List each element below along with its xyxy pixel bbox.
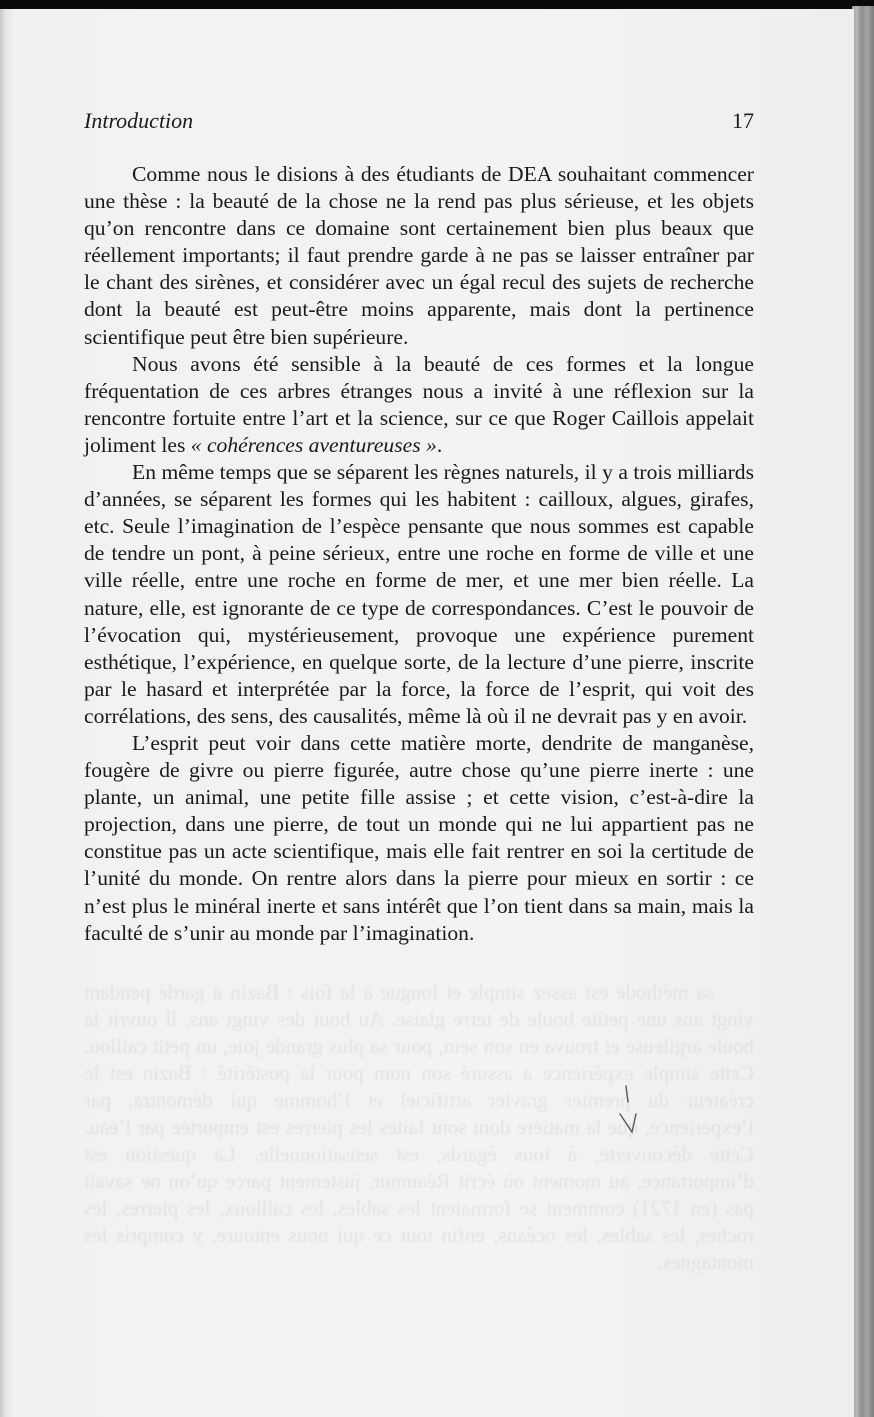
paragraph-2 <box>84 351 754 459</box>
page-number: 17 <box>732 108 754 133</box>
body-text <box>84 161 754 947</box>
page-stack-edge <box>852 6 874 1417</box>
paragraph-3: En même temps que se séparent les règnes naturels, il y a trois milliards d’années, se séparent les formes qui les habitent : cailloux, algues, girafes, etc. Seule l’imagination de l’espèce pensante que nous sommes est capable de tendre un pont, à peine sérieux, entre une roche en forme de ville et une ville réelle, entre une roche en forme de mer, et une mer bien réelle. La nature, elle, est ignorante de ce type de correspondances. C’est le pouvoir de l’évocation qui, mystérieusement, provoque une expérience purement esthétique, l’expérience, en quelque sorte, de la lecture d’une pierre, inscrite par le hasard et interprétée par la force, la force de l’esprit, qui voit des corrélations, des sens, des causalités, même là où il ne devrait pas y en avoir. <box>84 460 754 728</box>
page <box>0 9 854 1417</box>
bleed-through-text <box>84 979 754 1276</box>
bleed-through-paragraph: sa méthode est assez simple et longue à la fois : Bazin a gardé pendant vingt ans une petite boule de terre glaise. Au bout des vingt ans, il ouvrit la boule argileuse et trouva en son sein, pour sa plus grande joie, un petit caillou. Cette simple expérience a assuré son nom pour la postérité : Bazin est le créateur du premier gravier artificiel et l’homme qui démontra, par l’expérience, que la matière dont sont faites les pierres est emportée par l’eau. Cette découverte, à tous égards, est sensationnelle. La question est d’importance, au moment où écrit Réaumur, justement parce qu’on ne savait pas (en 1721) comment se formaient les sables, les cailloux, les pierres, les roches, les sables, les océans, enfin tout ce qui nous entoure, y compris les montagnes. <box>84 980 754 1274</box>
paragraph-2-text: Nous avons été sensible à la beauté de ces formes et la longue fréquentation de ces arbres étranges nous a invité à une réflexion sur la rencontre fortuite entre l’art et la science, sur ce que Roger Caillois appelait joliment les <box>84 351 754 457</box>
paragraph-4: L’esprit peut voir dans cette matière morte, dendrite de manganèse, fougère de givre ou pierre figurée, autre chose qu’une pierre inerte : une plante, un animal, une petite fille assise ; et cette vision, c’est-à-dire la projection, dans une pierre, de tout un monde qui ne lui appartient pas ne constitue pas un acte scientifique, mais elle fait rentrer en soi la certitude de l’unité du monde. On rentre alors dans la pierre pour mieux en sortir : ce n’est plus le minéral inerte et sans intérêt que l’on tient dans sa main, mais la faculté de s’unir au monde par l’imagination. <box>84 730 754 945</box>
paragraph-1: Comme nous le disions à des étudiants de DEA souhaitant commencer une thèse : la beauté de la chose ne la rend pas plus sérieuse, et les objets qu’on rencontre dans ce domaine sont certainement bien plus beaux que réellement importants; il faut prendre garde à ne pas se laisser entraîner par le chant des sirènes, et considérer avec un égal recul des sujets de recherche dont la beauté est peut-être moins apparente, mais dont la pertinence scientifique peut être bien supérieure. <box>84 162 754 349</box>
paragraph-2-end: . <box>436 432 443 457</box>
running-head <box>84 108 754 136</box>
pen-mark-icon <box>612 1084 652 1144</box>
section-title: Introduction <box>84 108 194 133</box>
caillois-quote: « cohérences aventureuses » <box>190 432 437 457</box>
